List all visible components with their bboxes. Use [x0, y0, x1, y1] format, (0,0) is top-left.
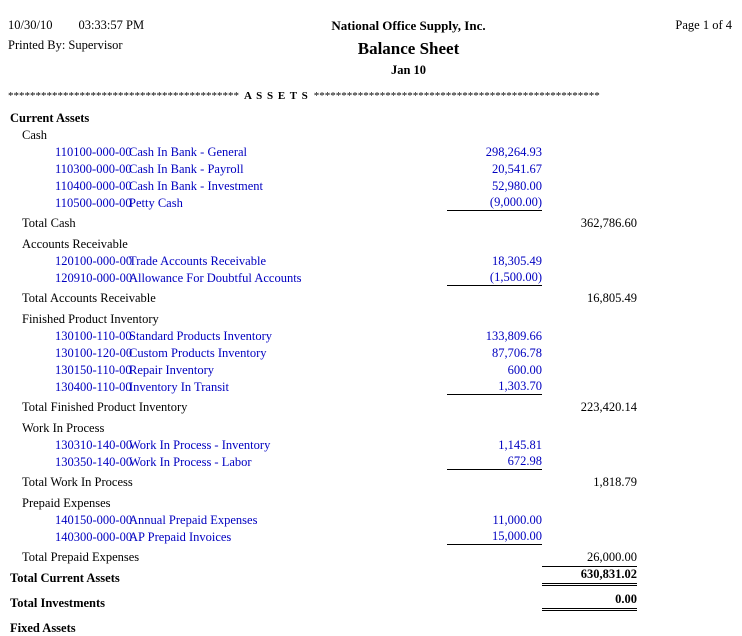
- section-heading-row: [8, 419, 734, 436]
- account-name: Cash In Bank - Payroll: [129, 162, 244, 176]
- section-heading-row: [8, 109, 734, 126]
- print-info: [8, 18, 203, 53]
- account-row: [8, 252, 734, 269]
- total-label: Total Accounts Receivable: [22, 291, 156, 305]
- company-name: National Office Supply, Inc.: [331, 18, 486, 33]
- account-amount: 20,541.67: [492, 162, 542, 176]
- divider-stars-left: ******************************************: [8, 90, 239, 102]
- account-row: [8, 528, 734, 545]
- account-name: Trade Accounts Receivable: [129, 254, 266, 268]
- print-datetime: [8, 18, 203, 33]
- section-label: Accounts Receivable: [22, 237, 128, 251]
- account-row: [8, 453, 734, 470]
- total-amount: 26,000.00: [587, 550, 637, 564]
- account-amount: 52,980.00: [492, 179, 542, 193]
- account-row: [8, 511, 734, 528]
- account-amount: 87,706.78: [492, 346, 542, 360]
- report-period: Jan 10: [390, 63, 427, 77]
- account-name: AP Prepaid Invoices: [129, 530, 232, 544]
- account-amount: 672.98: [447, 454, 542, 470]
- account-row: [8, 436, 734, 453]
- account-number: 120100-000-00: [55, 254, 133, 268]
- account-name: Work In Process - Labor: [129, 455, 252, 469]
- total-amount: 223,420.14: [580, 400, 637, 414]
- report-body: [8, 109, 734, 636]
- account-number: 130100-110-00: [55, 329, 132, 343]
- account-name: Cash In Bank - General: [129, 145, 248, 159]
- total-row: [8, 289, 734, 306]
- section-heading-row: [8, 494, 734, 511]
- account-row: [8, 177, 734, 194]
- account-number: 110300-000-00: [55, 162, 132, 176]
- section-label: Current Assets: [10, 111, 90, 125]
- account-amount: 133,809.66: [485, 329, 542, 343]
- account-name: Work In Process - Inventory: [129, 438, 271, 452]
- total-row: [8, 398, 734, 415]
- account-number: 140300-000-00: [55, 530, 133, 544]
- total-row: [8, 594, 734, 611]
- report-header: [8, 18, 734, 78]
- account-row: [8, 194, 734, 211]
- section-label: Fixed Assets: [10, 621, 76, 635]
- section-label: Prepaid Expenses: [22, 496, 111, 510]
- account-number: 110400-000-00: [55, 179, 132, 193]
- account-row: [8, 361, 734, 378]
- total-row: [8, 569, 734, 586]
- section-label: Finished Product Inventory: [22, 312, 159, 326]
- account-amount: 15,000.00: [447, 529, 542, 545]
- report-title: Balance Sheet: [357, 39, 460, 58]
- print-time: 03:33:57 PM: [78, 18, 145, 32]
- total-amount: 1,818.79: [593, 475, 637, 489]
- total-label: Total Cash: [22, 216, 76, 230]
- account-number: 130400-110-00: [55, 380, 132, 394]
- divider-stars-right: ****************************************************: [313, 90, 600, 102]
- total-row: [8, 548, 734, 565]
- total-label: Total Investments: [10, 596, 106, 610]
- section-label: Cash: [22, 128, 47, 142]
- section-label: Work In Process: [22, 421, 105, 435]
- account-number: 130350-140-00: [55, 455, 133, 469]
- account-amount: 1,303.70: [447, 379, 542, 395]
- total-row: [8, 473, 734, 490]
- account-name: Standard Products Inventory: [129, 329, 273, 343]
- account-number: 110100-000-00: [55, 145, 132, 159]
- section-heading-row: [8, 235, 734, 252]
- account-row: [8, 344, 734, 361]
- total-amount: 0.00: [542, 592, 637, 611]
- account-name: Petty Cash: [129, 196, 183, 210]
- account-number: 120910-000-00: [55, 271, 133, 285]
- total-label: Total Current Assets: [10, 571, 120, 585]
- account-name: Repair Inventory: [129, 363, 215, 377]
- account-amount: 18,305.49: [492, 254, 542, 268]
- account-row: [8, 143, 734, 160]
- account-row: [8, 160, 734, 177]
- total-amount: 362,786.60: [580, 216, 637, 230]
- section-heading-row: [8, 310, 734, 327]
- account-amount: 1,145.81: [498, 438, 542, 452]
- account-row: [8, 327, 734, 344]
- account-number: 130310-140-00: [55, 438, 133, 452]
- account-amount: 11,000.00: [492, 513, 542, 527]
- assets-section-divider: [8, 90, 734, 102]
- report-title-block: [203, 18, 614, 78]
- divider-label: A S S E T S: [244, 90, 309, 102]
- total-label: Total Work In Process: [22, 475, 133, 489]
- account-amount: 600.00: [507, 363, 542, 377]
- print-date: 10/30/10: [8, 18, 53, 32]
- total-amount: 630,831.02: [542, 566, 637, 586]
- account-number: 130150-110-00: [55, 363, 132, 377]
- account-row: [8, 378, 734, 395]
- account-name: Inventory In Transit: [129, 380, 229, 394]
- account-name: Annual Prepaid Expenses: [129, 513, 258, 527]
- account-number: 140150-000-00: [55, 513, 133, 527]
- total-label: Total Finished Product Inventory: [22, 400, 188, 414]
- section-heading-row: [8, 126, 734, 143]
- section-heading-row: [8, 619, 734, 636]
- account-number: 130100-120-00: [55, 346, 133, 360]
- account-name: Custom Products Inventory: [129, 346, 267, 360]
- account-row: [8, 269, 734, 286]
- account-name: Cash In Bank - Investment: [129, 179, 264, 193]
- total-label: Total Prepaid Expenses: [22, 550, 140, 564]
- account-number: 110500-000-00: [55, 196, 132, 210]
- total-row: [8, 214, 734, 231]
- account-name: Allowance For Doubtful Accounts: [129, 271, 302, 285]
- total-amount: 16,805.49: [587, 291, 637, 305]
- page-indicator: Page 1 of 4: [675, 18, 732, 32]
- account-amount: (1,500.00): [447, 270, 542, 286]
- account-amount: (9,000.00): [447, 195, 542, 211]
- account-amount: 298,264.93: [485, 145, 542, 159]
- printed-by: Printed By: Supervisor: [8, 38, 123, 52]
